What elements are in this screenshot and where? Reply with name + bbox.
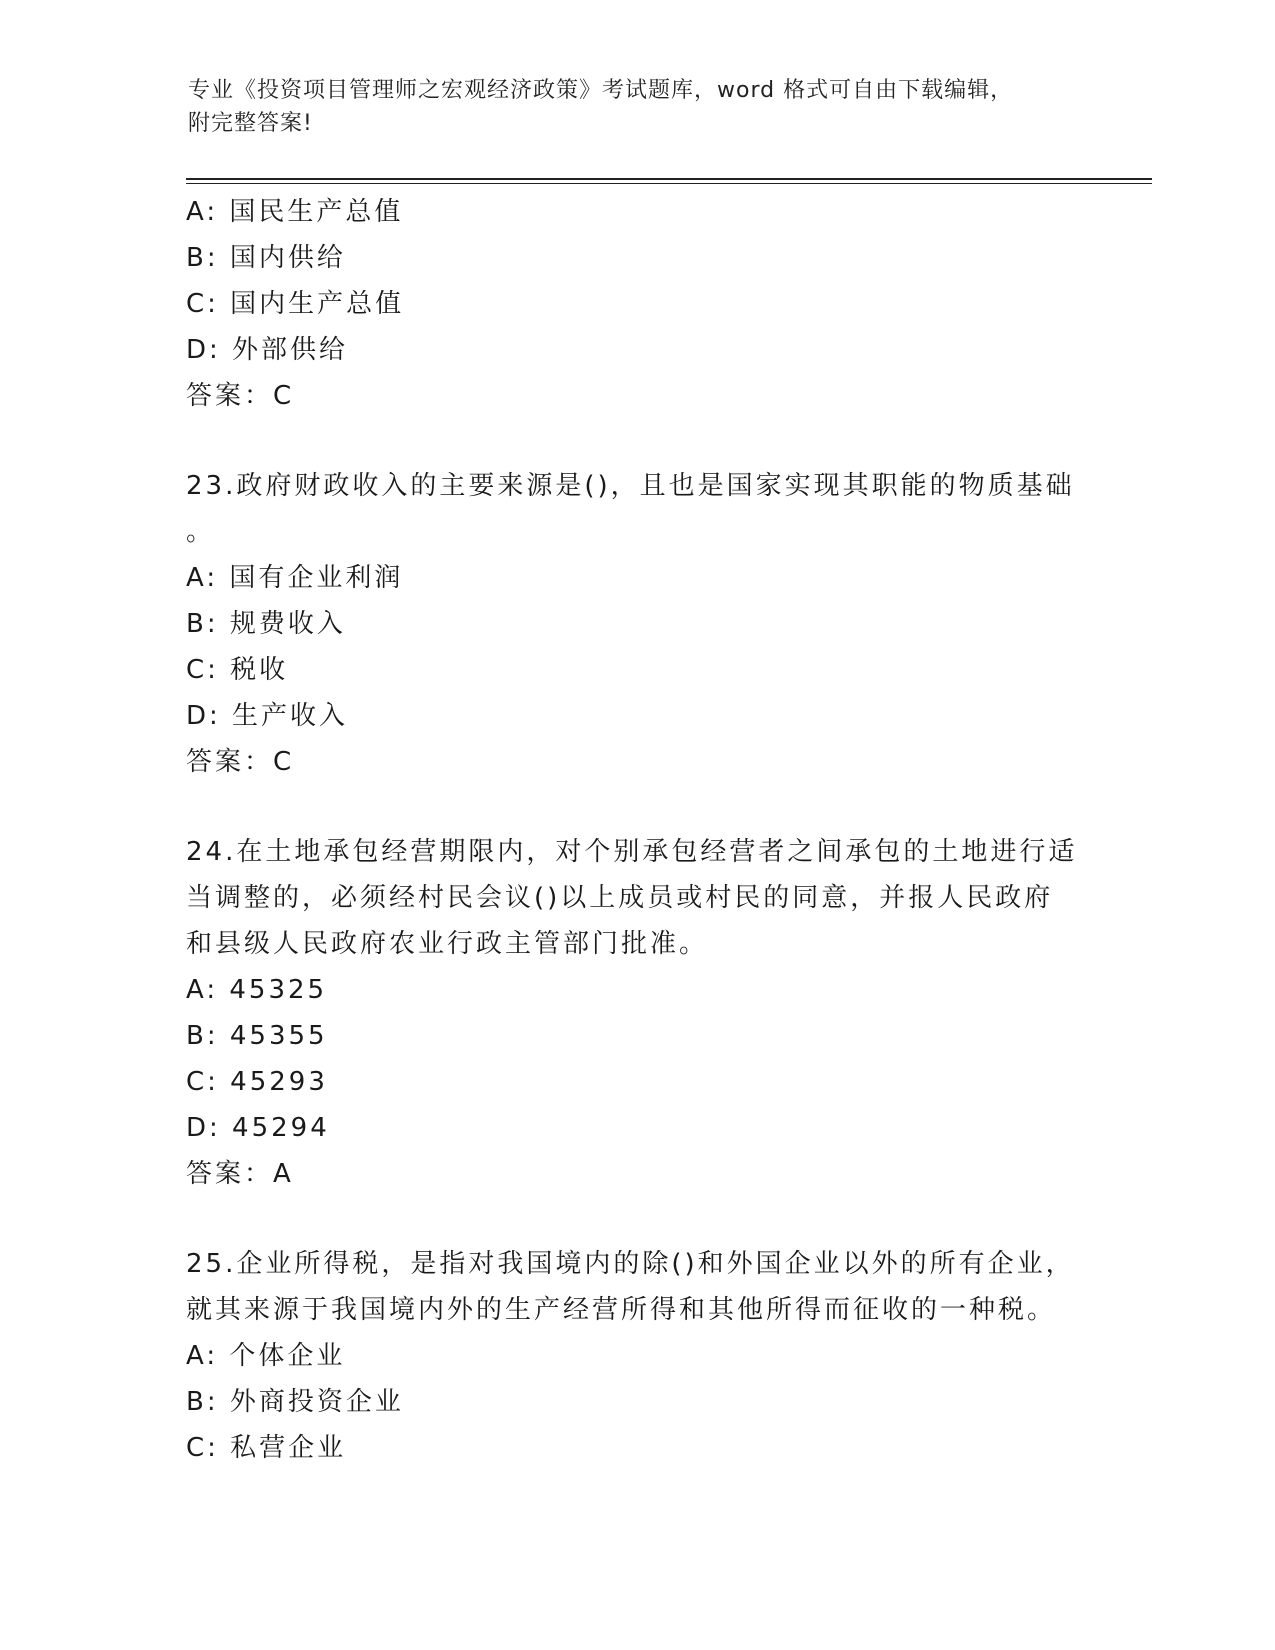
- document-header: [188, 74, 1088, 140]
- option-d: D: 生产收入: [186, 701, 349, 731]
- answer: 答案：C: [186, 381, 295, 411]
- option-b: B: 45355: [186, 1021, 328, 1051]
- header-divider-thin: [186, 183, 1152, 184]
- question-text-line-2: 就其来源于我国境内外的生产经营所得和其他所得而征收的一种税。: [186, 1295, 1057, 1325]
- question-text-line-1: 25.企业所得税，是指对我国境内的除()和外国企业以外的所有企业，: [186, 1249, 1075, 1279]
- header-divider-thick: [186, 178, 1152, 180]
- option-a: A: 个体企业: [186, 1341, 346, 1371]
- question-text-line-3: 和县级人民政府农业行政主管部门批准。: [186, 929, 709, 959]
- option-b: B: 国内供给: [186, 243, 346, 273]
- question-text-line-1: 23.政府财政收入的主要来源是()，且也是国家实现其职能的物质基础: [186, 471, 1075, 501]
- option-d: D: 45294: [186, 1113, 330, 1143]
- header-line-1: 专业《投资项目管理师之宏观经济政策》考试题库，word 格式可自由下载编辑，: [188, 78, 1014, 103]
- answer: 答案：C: [186, 747, 295, 777]
- option-d: D: 外部供给: [186, 335, 349, 365]
- question-text-line-2: 当调整的，必须经村民会议()以上成员或村民的同意，并报人民政府: [186, 883, 1054, 913]
- header-line-2: 附完整答案!: [188, 111, 313, 136]
- option-c: C: 税收: [186, 655, 289, 685]
- option-c: C: 45293: [186, 1067, 328, 1097]
- question-text-line-2: 。: [186, 517, 216, 547]
- option-a: A: 国有企业利润: [186, 563, 404, 593]
- question-23: [186, 463, 1086, 785]
- option-c: C: 国内生产总值: [186, 289, 405, 319]
- option-b: B: 外商投资企业: [186, 1387, 404, 1417]
- option-a: A: 国民生产总值: [186, 197, 404, 227]
- question-list: [186, 189, 1086, 1471]
- question-22: [186, 189, 1086, 419]
- option-b: B: 规费收入: [186, 609, 346, 639]
- option-a: A: 45325: [186, 975, 328, 1005]
- question-24: [186, 829, 1086, 1197]
- answer: 答案：A: [186, 1159, 294, 1189]
- question-25: [186, 1241, 1086, 1471]
- option-c: C: 私营企业: [186, 1433, 347, 1463]
- question-text-line-1: 24.在土地承包经营期限内，对个别承包经营者之间承包的土地进行适: [186, 837, 1078, 867]
